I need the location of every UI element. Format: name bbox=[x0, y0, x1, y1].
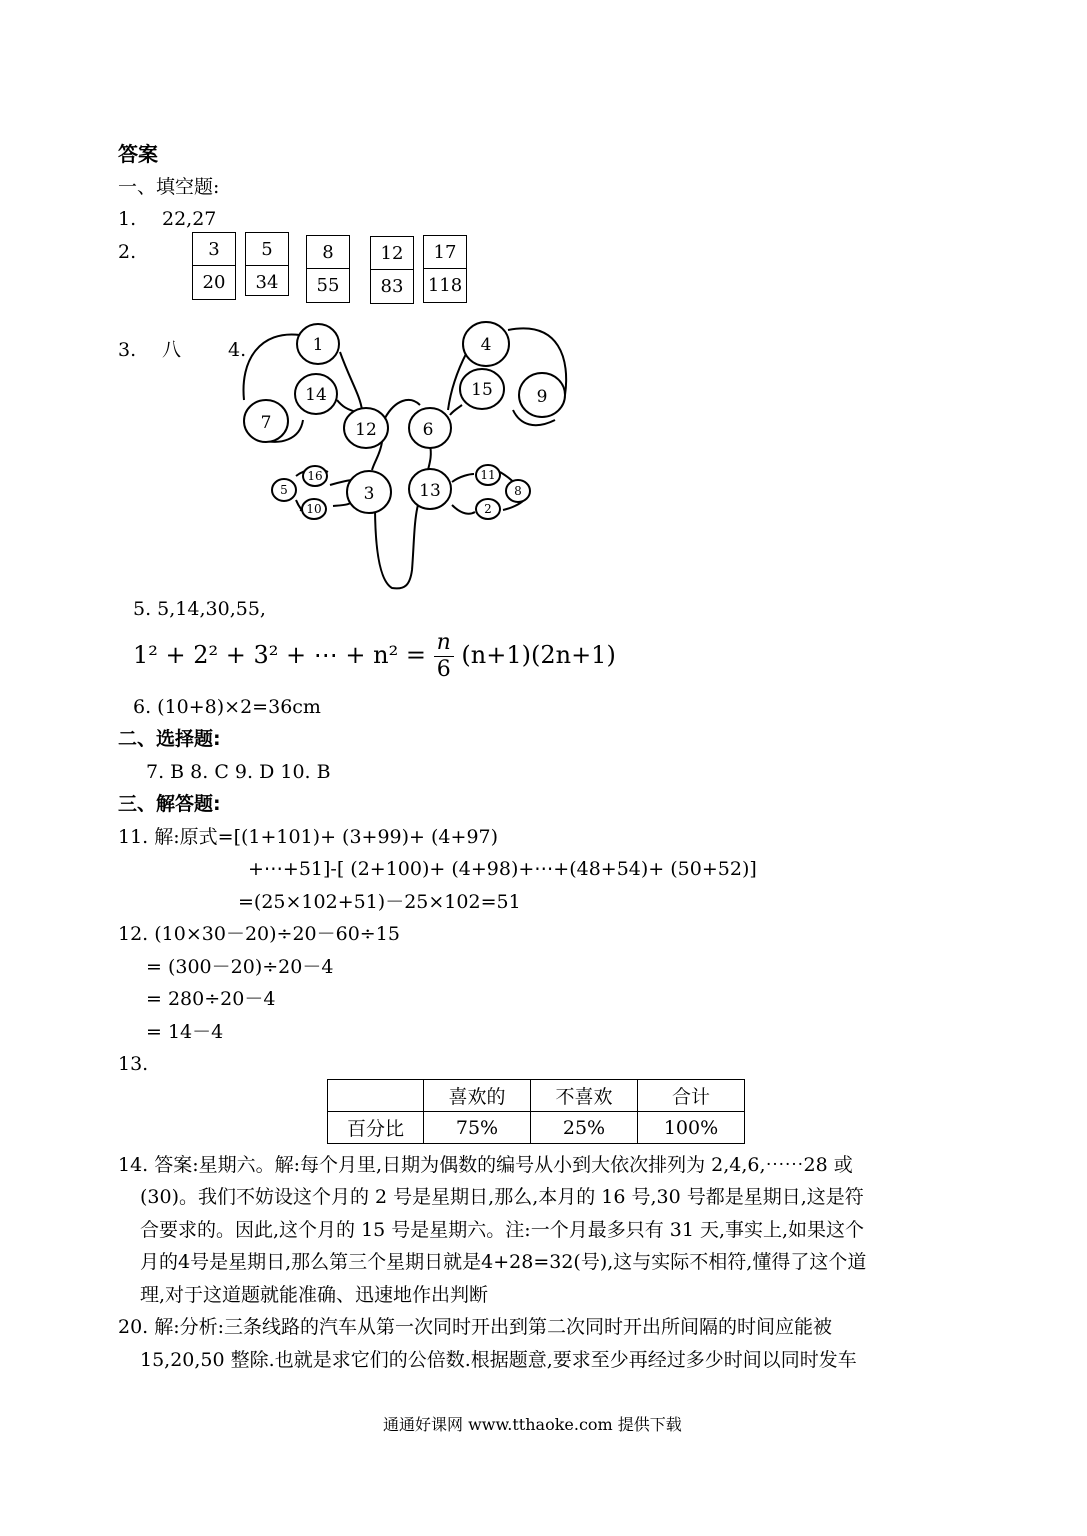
ram-label: 11 bbox=[480, 468, 496, 482]
ram-label: 4 bbox=[480, 335, 492, 355]
ram-label: 9 bbox=[536, 387, 548, 407]
table-cell: 百分比 bbox=[328, 1112, 424, 1144]
q14-line-4: 月的4号是星期日,那么第三个星期日就是4+28=32(号),这与实际不相符,懂得了这个道 bbox=[140, 1251, 867, 1273]
q14-line-2: (30)。我们不妨设这个月的 2 号是星期日,那么,本月的 16 号,30 号都是星期日,这是符 bbox=[140, 1186, 864, 1208]
box-top-value: 17 bbox=[424, 236, 466, 269]
q20-line-2: 15,20,50 整除.也就是求它们的公倍数.根据题意,要求至少再经过多少时间以同时发车 bbox=[140, 1349, 857, 1371]
q12-line-4: = 14－4 bbox=[146, 1021, 224, 1043]
box-bottom-value: 55 bbox=[316, 275, 340, 296]
box-top-value: 3 bbox=[193, 233, 235, 266]
ram-label: 15 bbox=[471, 380, 493, 400]
ram-label: 6 bbox=[422, 420, 434, 440]
section-fill-blank: 一、填空题: bbox=[118, 176, 220, 198]
table-header-row bbox=[328, 1080, 745, 1112]
table-cell: 25% bbox=[531, 1112, 638, 1144]
fraction-denominator: 6 bbox=[436, 657, 451, 682]
box-top-value: 12 bbox=[371, 237, 413, 270]
q11-line-2: +⋯+51]-[ (2+100)+ (4+98)+⋯+(48+54)+ (50+52)] bbox=[248, 858, 757, 880]
formula-lhs: 1² + 2² + 3² + ⋯ + n² = bbox=[133, 641, 426, 669]
q11-line-3: =(25×102+51)－25×102=51 bbox=[238, 891, 521, 913]
ram-label: 2 bbox=[484, 502, 492, 516]
section-solutions: 三、解答题: bbox=[118, 793, 221, 815]
ram-label: 10 bbox=[306, 502, 322, 516]
table-header-cell: 合计 bbox=[638, 1080, 745, 1112]
formula-rhs: (n+1)(2n+1) bbox=[461, 641, 616, 669]
ram-label: 16 bbox=[307, 469, 323, 483]
q1-number: 1. bbox=[118, 208, 137, 230]
ram-label: 13 bbox=[419, 481, 441, 501]
choice-answers: 7. B 8. C 9. D 10. B bbox=[146, 761, 331, 783]
page-title: 答案 bbox=[118, 142, 158, 166]
box-bottom-value: 118 bbox=[427, 275, 463, 296]
q13-table bbox=[327, 1079, 745, 1144]
q13-number: 13. bbox=[118, 1053, 149, 1075]
box-bottom-value: 34 bbox=[255, 272, 279, 293]
table-header-cell: 不喜欢 bbox=[531, 1080, 638, 1112]
box-bottom-value: 83 bbox=[380, 276, 404, 297]
q12-line-1: 12. (10×30－20)÷20－60÷15 bbox=[118, 923, 400, 945]
ram-label: 14 bbox=[305, 385, 327, 405]
ram-label: 8 bbox=[514, 484, 522, 498]
q12-line-2: = (300－20)÷20－4 bbox=[146, 956, 334, 978]
box-top-value: 8 bbox=[307, 236, 349, 269]
table-header-cell: 喜欢的 bbox=[424, 1080, 531, 1112]
q14-line-3: 合要求的。因此,这个月的 15 号是星期六。注:一个月最多只有 31 天,事实上,如果这个 bbox=[140, 1219, 865, 1241]
q20-line-1: 20. 解:分析:三条线路的汽车从第一次同时开出到第二次同时开出所间隔的时间应能被 bbox=[118, 1316, 833, 1338]
q3-number: 3. bbox=[118, 339, 137, 361]
q2-number: 2. bbox=[118, 241, 137, 263]
ram-label: 5 bbox=[280, 483, 288, 497]
q11-line-1: 11. 解:原式=[(1+101)+ (3+99)+ (4+97) bbox=[118, 826, 499, 848]
ram-label: 7 bbox=[260, 413, 272, 433]
box-bottom-value: 20 bbox=[202, 272, 226, 293]
q14-line-1: 14. 答案:星期六。解:每个月里,日期为偶数的编号从小到大依次排列为 2,4,6,⋯⋯28 或 bbox=[118, 1154, 853, 1176]
table-cell: 100% bbox=[638, 1112, 745, 1144]
q6-answer: 6. (10+8)×2=36cm bbox=[133, 696, 321, 718]
page-footer: 通通好课网 www.tthaoke.com 提供下载 bbox=[383, 1415, 682, 1434]
ram-label: 3 bbox=[363, 484, 375, 504]
q14-line-5: 理,对于这道题就能准确、迅速地作出判断 bbox=[140, 1284, 489, 1306]
section-multiple-choice: 二、选择题: bbox=[118, 728, 221, 750]
table-cell: 75% bbox=[424, 1112, 531, 1144]
ram-label: 1 bbox=[312, 335, 324, 355]
q4-number: 4. bbox=[228, 339, 247, 361]
q5-sequence: 5. 5,14,30,55, bbox=[133, 598, 266, 620]
q12-line-3: = 280÷20－4 bbox=[146, 988, 276, 1010]
ram-label: 12 bbox=[355, 420, 377, 440]
table-row bbox=[328, 1112, 745, 1144]
q3-answer: 八 bbox=[162, 339, 182, 361]
fraction-numerator: n bbox=[434, 630, 454, 657]
q5-formula bbox=[133, 630, 616, 683]
table-header-cell bbox=[328, 1080, 424, 1112]
box-top-value: 5 bbox=[246, 233, 288, 266]
formula-fraction bbox=[434, 630, 454, 683]
q1-answer: 22,27 bbox=[162, 208, 217, 230]
